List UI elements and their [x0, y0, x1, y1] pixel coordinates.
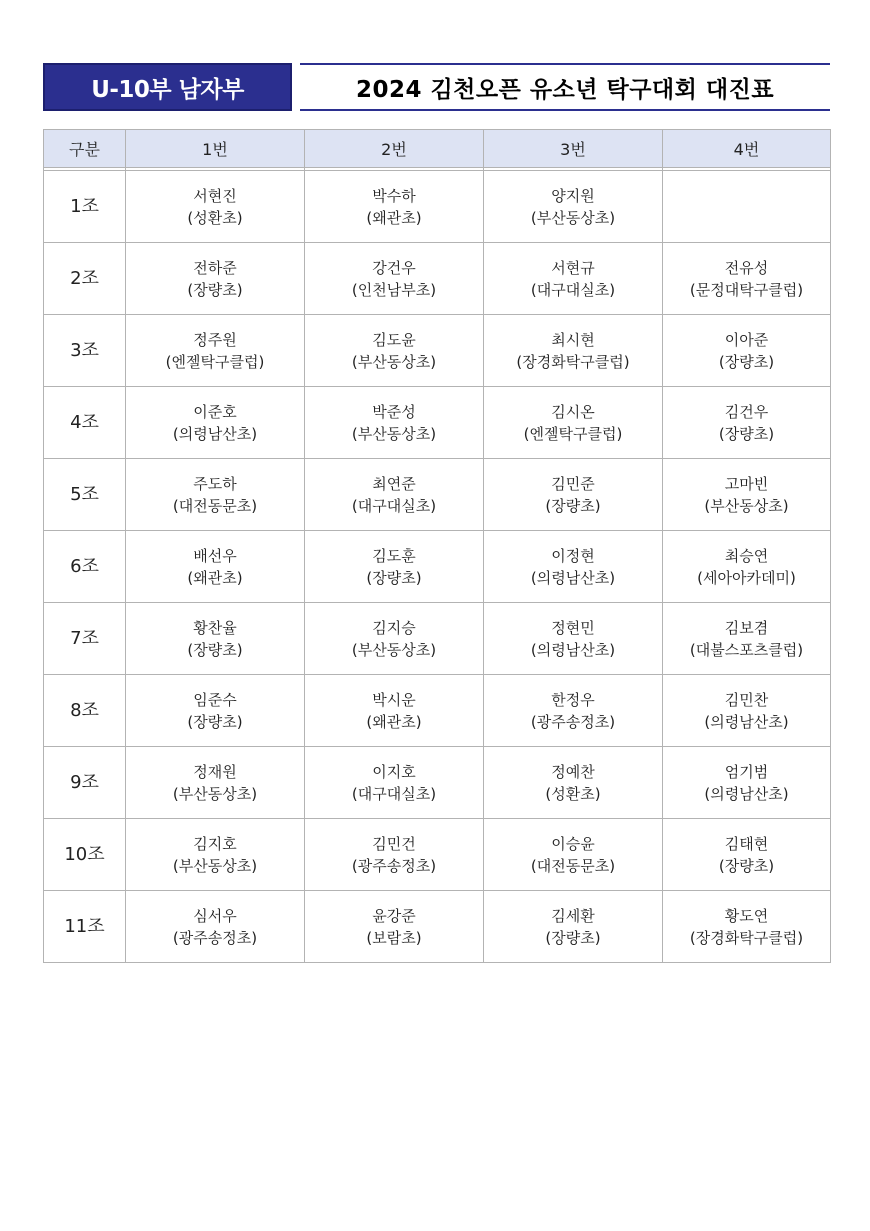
player-cell: [305, 459, 484, 531]
player-name: 이아준: [724, 330, 769, 349]
player-cell: [663, 459, 831, 531]
player-cell: [305, 891, 484, 963]
player-school: (장량초): [366, 568, 422, 587]
player-cell: [484, 603, 663, 675]
player-name: 강건우: [372, 258, 416, 277]
table-row: [44, 531, 831, 603]
player-school: (장량초): [187, 280, 243, 299]
player-name: 이정현: [551, 546, 595, 565]
player-name: 최연준: [372, 474, 416, 493]
player-cell: [663, 315, 831, 387]
player-name: 전하준: [193, 258, 237, 277]
bracket-table: [43, 129, 831, 963]
player-school: (대불스포츠클럽): [689, 640, 804, 659]
table-row: [44, 891, 831, 963]
player-school: (장경화탁구클럽): [689, 928, 804, 947]
player-name: 정주원: [193, 330, 237, 349]
player-cell: [663, 387, 831, 459]
player-name: 김민준: [551, 474, 595, 493]
player-cell: [305, 603, 484, 675]
player-school: (광주송정초): [351, 856, 437, 875]
player-cell: [484, 315, 663, 387]
group-label: 11조: [44, 891, 126, 963]
bracket-body: [44, 168, 831, 963]
player-name: 김지승: [372, 618, 416, 637]
player-school: (의령남산초): [530, 640, 616, 659]
player-school: (의령남산초): [704, 784, 789, 803]
player-school: (광주송정초): [172, 928, 258, 947]
player-school: (왜관초): [187, 568, 243, 587]
player-cell: [663, 603, 831, 675]
player-name: 박준성: [372, 402, 416, 421]
player-cell: [305, 531, 484, 603]
player-school: (대구대실초): [530, 280, 616, 299]
player-name: 박수하: [372, 186, 416, 205]
table-row: [44, 603, 831, 675]
player-cell: [126, 243, 305, 315]
player-school: (문정대탁구클럽): [689, 280, 804, 299]
player-cell: [126, 387, 305, 459]
group-label: 9조: [44, 747, 126, 819]
group-label: 3조: [44, 315, 126, 387]
player-cell: [305, 243, 484, 315]
player-school: (왜관초): [366, 712, 422, 731]
player-name: 전유성: [724, 258, 769, 277]
player-name: 임준수: [193, 690, 237, 709]
player-cell: [663, 243, 831, 315]
player-name: 황찬율: [193, 618, 237, 637]
player-cell: [126, 459, 305, 531]
player-school: (장량초): [718, 424, 775, 443]
player-cell: [126, 747, 305, 819]
player-cell: [305, 747, 484, 819]
player-school: (장량초): [718, 352, 775, 371]
table-row: [44, 459, 831, 531]
player-school: (장량초): [545, 928, 601, 947]
player-name: 김건우: [724, 402, 769, 421]
player-name: 정재원: [193, 762, 237, 781]
player-cell: [484, 171, 663, 243]
table-row: [44, 747, 831, 819]
player-cell: [484, 891, 663, 963]
player-school: (대구대실초): [351, 496, 437, 515]
player-cell: [126, 315, 305, 387]
player-school: (장량초): [545, 496, 601, 515]
player-school: (보람초): [366, 928, 422, 947]
group-label: 8조: [44, 675, 126, 747]
player-cell: [663, 531, 831, 603]
player-name: 황도연: [724, 906, 769, 925]
player-cell: [484, 675, 663, 747]
player-cell: [126, 531, 305, 603]
column-header-group: 구분: [44, 130, 126, 168]
player-cell: [663, 891, 831, 963]
table-header-row: [44, 130, 831, 168]
table-row: [44, 387, 831, 459]
player-cell: [663, 819, 831, 891]
player-cell: [126, 603, 305, 675]
player-school: (부산동상초): [351, 424, 437, 443]
player-school: (장량초): [187, 712, 243, 731]
group-label: 7조: [44, 603, 126, 675]
player-cell: [484, 387, 663, 459]
player-name: 김민찬: [724, 690, 769, 709]
group-label: 5조: [44, 459, 126, 531]
player-school: (성환초): [187, 208, 243, 227]
player-name: 최시현: [551, 330, 595, 349]
player-cell: [126, 675, 305, 747]
player-name: 김시온: [551, 402, 595, 421]
player-cell: [484, 819, 663, 891]
player-cell: [305, 171, 484, 243]
player-name: 최승연: [724, 546, 769, 565]
player-cell: [126, 171, 305, 243]
player-cell: [484, 459, 663, 531]
player-cell: [305, 387, 484, 459]
player-name: 심서우: [193, 906, 237, 925]
table-row: [44, 819, 831, 891]
player-name: 김지호: [193, 834, 237, 853]
column-header-slot-2: 2번: [305, 130, 484, 168]
player-school: (광주송정초): [530, 712, 616, 731]
player-school: (세아아카데미): [697, 568, 796, 587]
player-name: 김태현: [724, 834, 769, 853]
player-school: (부산동상초): [704, 496, 789, 515]
player-name: 이준호: [193, 402, 237, 421]
group-label: 6조: [44, 531, 126, 603]
player-school: (의령남산초): [530, 568, 616, 587]
player-name: 배선우: [193, 546, 237, 565]
player-school: (장량초): [718, 856, 775, 875]
player-cell: [126, 819, 305, 891]
player-school: (엔젤탁구클럽): [165, 352, 265, 371]
player-cell: [484, 531, 663, 603]
player-name: 주도하: [193, 474, 237, 493]
division-badge: U-10부 남자부: [43, 63, 292, 111]
player-cell: [305, 819, 484, 891]
table-row: [44, 243, 831, 315]
player-school: (성환초): [545, 784, 601, 803]
player-name: 김보겸: [724, 618, 769, 637]
player-name: 엄기범: [724, 762, 769, 781]
player-cell: [305, 675, 484, 747]
player-school: (장량초): [187, 640, 243, 659]
player-name: 박시운: [372, 690, 416, 709]
player-school: (왜관초): [366, 208, 422, 227]
player-school: (대전동문초): [530, 856, 616, 875]
player-cell: [305, 315, 484, 387]
player-cell: [663, 675, 831, 747]
player-school: (부산동상초): [351, 352, 437, 371]
player-school: (장경화탁구클럽): [516, 352, 630, 371]
page-title: 2024 김천오픈 유소년 탁구대회 대진표: [300, 63, 830, 111]
player-name: 정현민: [551, 618, 595, 637]
player-name: 양지원: [551, 186, 595, 205]
player-name: 김민건: [372, 834, 416, 853]
player-cell: [663, 171, 831, 243]
player-name: 김세환: [551, 906, 595, 925]
player-school: (부산동상초): [530, 208, 616, 227]
table-row: [44, 171, 831, 243]
player-name: 서현진: [193, 186, 237, 205]
player-school: (대전동문초): [172, 496, 258, 515]
group-label: 10조: [44, 819, 126, 891]
player-name: 정예찬: [551, 762, 595, 781]
group-label: 4조: [44, 387, 126, 459]
player-name: 한정우: [551, 690, 595, 709]
player-cell: [663, 747, 831, 819]
player-cell: [484, 747, 663, 819]
column-header-slot-4: 4번: [663, 130, 831, 168]
player-school: (인천남부초): [351, 280, 437, 299]
group-label: 1조: [44, 171, 126, 243]
player-name: 서현규: [551, 258, 595, 277]
player-name: 고마빈: [724, 474, 769, 493]
player-name: 이지호: [372, 762, 416, 781]
player-school: (의령남산초): [704, 712, 789, 731]
player-cell: [126, 891, 305, 963]
column-header-slot-1: 1번: [126, 130, 305, 168]
column-header-slot-3: 3번: [484, 130, 663, 168]
player-school: (대구대실초): [351, 784, 437, 803]
player-name: 김도훈: [372, 546, 416, 565]
group-label: 2조: [44, 243, 126, 315]
player-school: (부산동상초): [172, 784, 258, 803]
player-name: 김도윤: [372, 330, 416, 349]
player-school: (엔젤탁구클럽): [523, 424, 623, 443]
player-school: (부산동상초): [172, 856, 258, 875]
player-name: 이승윤: [551, 834, 595, 853]
page-header: [43, 63, 830, 111]
table-row: [44, 675, 831, 747]
player-name: 윤강준: [372, 906, 416, 925]
player-school: (부산동상초): [351, 640, 437, 659]
player-cell: [484, 243, 663, 315]
table-row: [44, 315, 831, 387]
player-school: (의령남산초): [172, 424, 258, 443]
